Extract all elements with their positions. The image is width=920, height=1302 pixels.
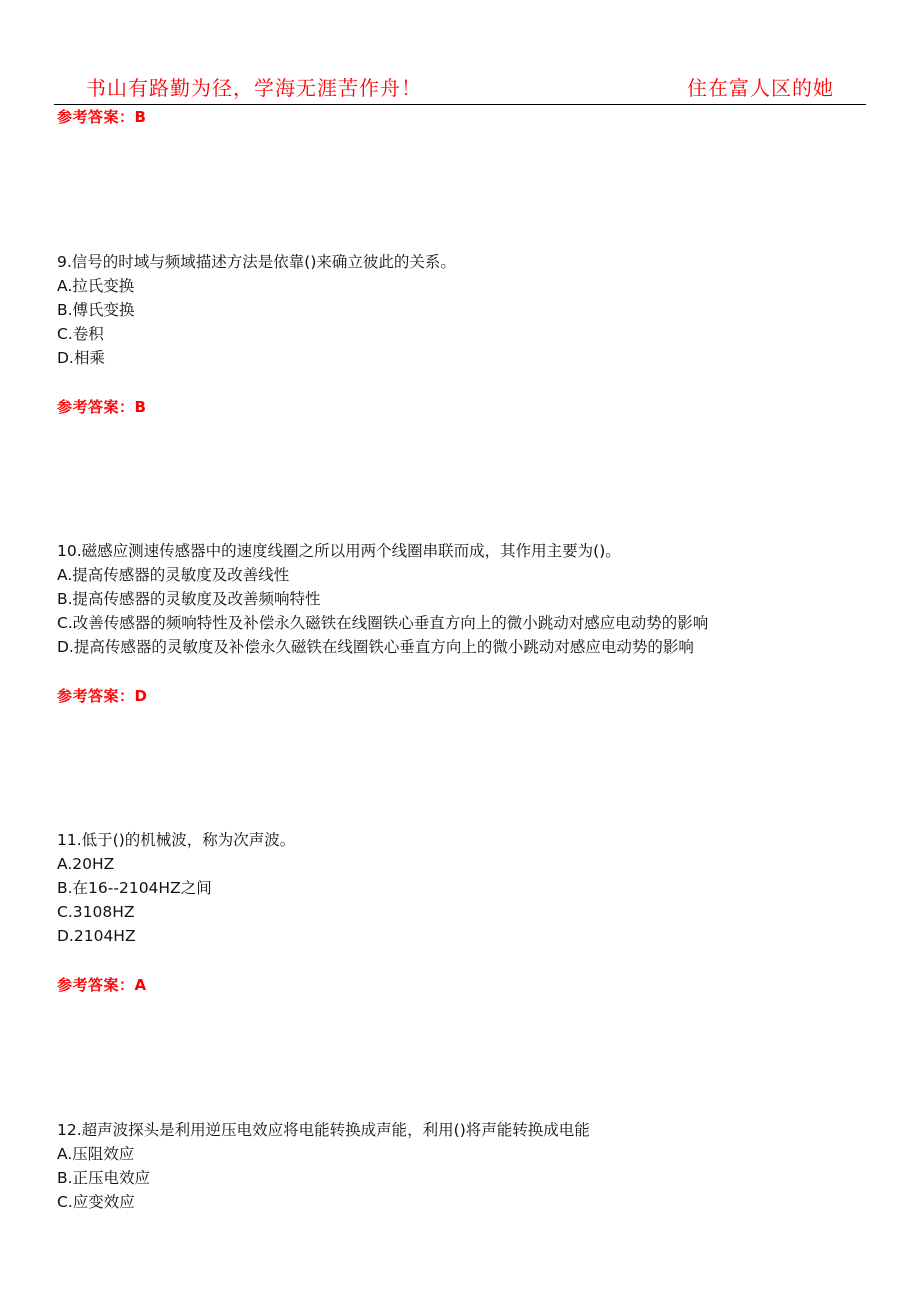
question-9 xyxy=(57,250,857,370)
option-a: A.提高传感器的灵敏度及改善线性 xyxy=(57,566,290,584)
option-d: D.2104HZ xyxy=(57,927,136,945)
option-b: B.提高传感器的灵敏度及改善频响特性 xyxy=(57,590,321,608)
option-a: A.20HZ xyxy=(57,855,115,873)
option-b: B.傅氏变换 xyxy=(57,301,135,319)
answer-q8: 参考答案：B xyxy=(57,108,147,126)
answer-q10: 参考答案：D xyxy=(57,687,148,705)
option-c: C.应变效应 xyxy=(57,1193,135,1211)
option-c: C.3108HZ xyxy=(57,903,135,921)
question-12 xyxy=(57,1118,857,1214)
option-a: A.压阻效应 xyxy=(57,1145,135,1163)
question-10 xyxy=(57,539,857,659)
question-11 xyxy=(57,828,857,948)
option-d: D.提高传感器的灵敏度及补偿永久磁铁在线圈铁心垂直方向上的微小跳动对感应电动势的影响 xyxy=(57,638,694,656)
answer-q9: 参考答案：B xyxy=(57,398,147,416)
option-d: D.相乘 xyxy=(57,349,105,367)
option-b: B.正压电效应 xyxy=(57,1169,151,1187)
option-b: B.在16--2104HZ之间 xyxy=(57,879,212,897)
question-text: 12.超声波探头是利用逆压电效应将电能转换成声能，利用()将声能转换成电能 xyxy=(57,1121,590,1139)
header-author: 住在富人区的她 xyxy=(687,76,834,100)
option-a: A.拉氏变换 xyxy=(57,277,135,295)
header-motto: 书山有路勤为径，学海无涯苦作舟！ xyxy=(86,76,422,100)
option-c: C.改善传感器的频响特性及补偿永久磁铁在线圈铁心垂直方向上的微小跳动对感应电动势的影响 xyxy=(57,614,709,632)
question-text: 9.信号的时域与频域描述方法是依靠()来确立彼此的关系。 xyxy=(57,253,456,271)
question-text: 10.磁感应测速传感器中的速度线圈之所以用两个线圈串联而成，其作用主要为()。 xyxy=(57,542,621,560)
page-header xyxy=(54,70,866,105)
answer-q11: 参考答案：A xyxy=(57,976,147,994)
question-text: 11.低于()的机械波，称为次声波。 xyxy=(57,831,296,849)
option-c: C.卷积 xyxy=(57,325,104,343)
